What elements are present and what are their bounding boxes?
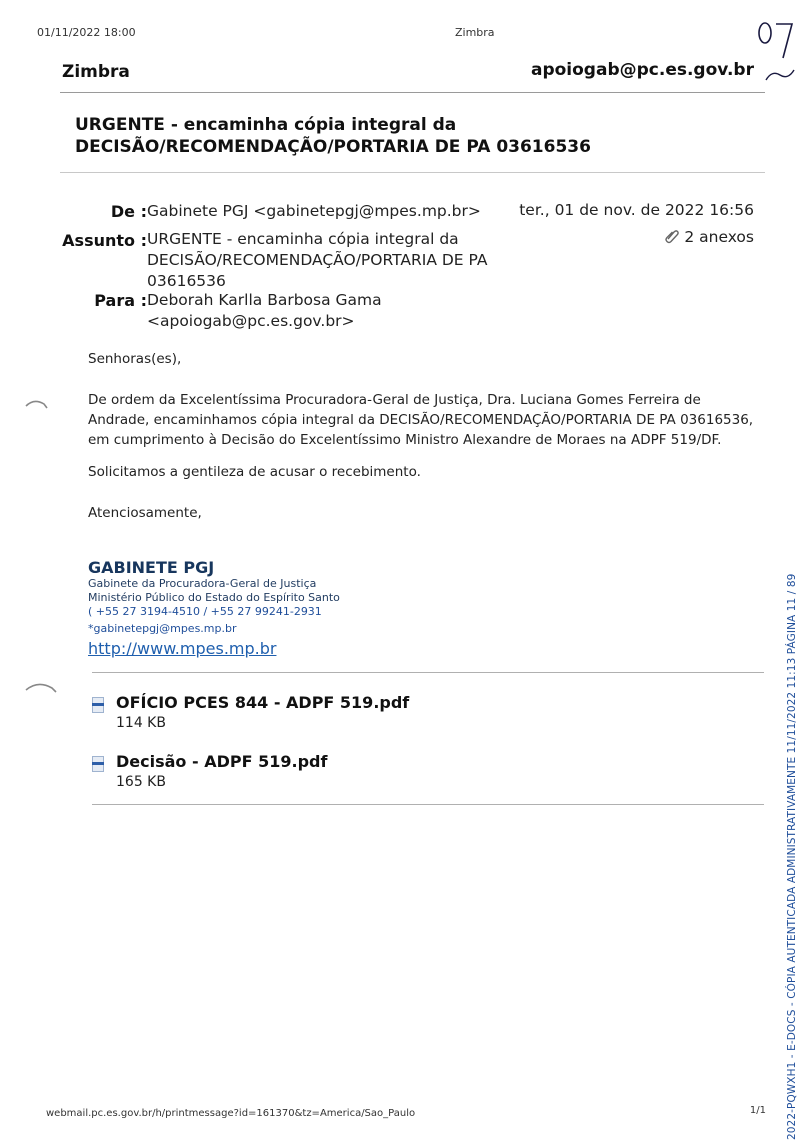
attachments-count-label: 2 anexos (684, 228, 754, 246)
print-title: Zimbra (455, 26, 495, 39)
header-divider (60, 92, 765, 93)
margin-mark (24, 680, 58, 696)
attachment-name[interactable]: Decisão - ADPF 519.pdf (116, 752, 328, 771)
message-subject-title: URGENTE - encaminha cópia integral da DECISÃO/RECOMENDAÇÃO/PORTARIA DE PA 03616536 (75, 115, 591, 157)
to-value[interactable]: Deborah Karlla Barbosa Gama <apoiogab@pc.es.gov.br> (147, 291, 382, 330)
margin-mark (24, 396, 50, 412)
subject-divider (60, 172, 765, 173)
from-label: De : (110, 202, 147, 221)
attachment-size: 114 KB (116, 715, 166, 731)
subject-value: URGENTE - encaminha cópia integral da DECISÃO/RECOMENDAÇÃO/PORTARIA DE PA 03616536 (147, 230, 488, 290)
message-date: ter., 01 de nov. de 2022 16:56 (519, 201, 754, 219)
attachment-name[interactable]: OFÍCIO PCES 844 - ADPF 519.pdf (116, 693, 410, 712)
footer-page-number: 1/1 (749, 1105, 766, 1116)
attachment-size: 165 KB (116, 774, 166, 790)
body-main-paragraph: De ordem da Excelentíssima Procuradora-Geral de Justiça, Dra. Luciana Gomes Ferreira de Andrade, encaminhamos cópia integral da DECISÃO/RECOMENDAÇÃO/PORTARIA DE PA 03616536, em cumprimento à Decisão do Excelentíssimo Ministro Alexandre de Moraes na ADPF 519/DF. (88, 392, 754, 448)
from-value[interactable]: Gabinete PGJ <gabinetepgj@mpes.mp.br> (147, 202, 481, 220)
body-closing: Atenciosamente, (88, 505, 202, 521)
footer-url: webmail.pc.es.gov.br/h/printmessage?id=161370&tz=America/Sao_Paulo (46, 1108, 416, 1119)
handwritten-page-mark (756, 18, 796, 92)
body-request: Solicitamos a gentileza de acusar o recebimento. (88, 464, 421, 480)
signature-website-link[interactable]: http://www.mpes.mp.br (88, 639, 277, 658)
signature-line: Gabinete da Procuradora-Geral de Justiça (88, 577, 317, 590)
signature-phones: ( +55 27 3194-4510 / +55 27 99241-2931 (88, 605, 322, 618)
print-datetime: 01/11/2022 18:00 (37, 26, 136, 39)
subject-label: Assunto : (62, 231, 147, 250)
attachments-divider-bottom (92, 804, 764, 805)
pdf-file-icon (92, 697, 104, 713)
paperclip-icon (664, 228, 680, 244)
app-brand: Zimbra (62, 62, 130, 82)
body-greeting: Senhoras(es), (88, 351, 182, 367)
signature-email[interactable]: *gabinetepgj@mpes.mp.br (88, 622, 237, 635)
authentication-stamp: 2022-PQWXH1 - E-DOCS - CÓPIA AUTENTICADA ADMINISTRATIVAMENTE 11/11/2022 11:13 PÁGINA 11 / 89 (786, 573, 798, 1140)
account-email: apoiogab@pc.es.gov.br (530, 60, 754, 80)
to-label: Para : (94, 291, 147, 310)
attachments-divider-top (92, 672, 764, 673)
attachments-count[interactable] (664, 228, 754, 246)
signature-line: Ministério Público do Estado do Espírito Santo (88, 591, 340, 604)
pdf-file-icon (92, 756, 104, 772)
signature-name: GABINETE PGJ (88, 558, 215, 577)
